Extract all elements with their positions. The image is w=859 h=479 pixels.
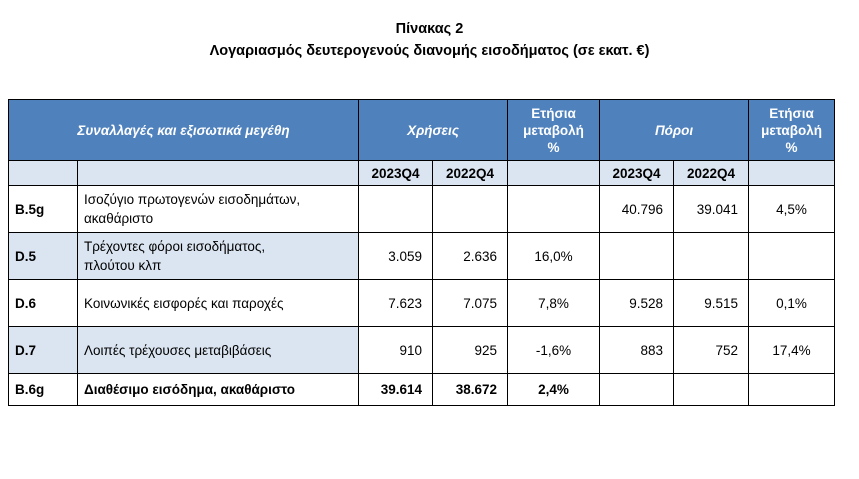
uses-2022-cell — [433, 186, 508, 233]
res-2022-cell: 39.041 — [674, 186, 749, 233]
row-description-line: πλούτου κλπ — [84, 258, 162, 273]
uses-change-cell: -1,6% — [508, 327, 600, 374]
subheader-row — [9, 161, 835, 186]
header-res-change-line2: μεταβολή — [761, 122, 822, 138]
row-description — [78, 186, 359, 233]
subheader-empty-code — [9, 161, 78, 186]
res-change-cell — [749, 374, 835, 406]
header-resources: Πόροι — [600, 100, 749, 161]
subheader-uses-2023: 2023Q4 — [359, 161, 433, 186]
table-row — [9, 186, 835, 233]
header-uses-change-line3: % — [547, 139, 560, 155]
row-description-line: Λοιπές τρέχουσες μεταβιβάσεις — [84, 342, 272, 358]
row-code: D.7 — [9, 327, 78, 374]
subheader-empty-desc — [78, 161, 359, 186]
table-caption: Λογαριασμός δευτερογενούς διανομής εισοδήματος (σε εκατ. €) — [209, 43, 650, 59]
table-number: Πίνακας 2 — [395, 21, 464, 37]
res-2023-cell: 40.796 — [600, 186, 674, 233]
uses-2023-cell: 3.059 — [359, 233, 433, 280]
table-row — [9, 327, 835, 374]
uses-change-cell: 16,0% — [508, 233, 600, 280]
subheader-empty-uses-change — [508, 161, 600, 186]
uses-change-cell: 7,8% — [508, 280, 600, 327]
row-code: D.5 — [9, 233, 78, 280]
table-title-block — [0, 18, 859, 62]
uses-2023-cell: 39.614 — [359, 374, 433, 406]
row-description — [78, 233, 359, 280]
res-change-cell: 17,4% — [749, 327, 835, 374]
row-description-line: Τρέχοντες φόροι εισοδήματος, — [84, 239, 266, 254]
header-resources-annual-change — [749, 100, 835, 161]
uses-2023-cell: 7.623 — [359, 280, 433, 327]
uses-2022-cell: 2.636 — [433, 233, 508, 280]
res-2023-cell — [600, 233, 674, 280]
header-row — [9, 100, 835, 161]
uses-2022-cell: 925 — [433, 327, 508, 374]
secondary-income-table — [8, 99, 835, 406]
row-description — [78, 280, 359, 327]
row-description-line: Διαθέσιμο εισόδημα, ακαθάριστο — [84, 382, 296, 397]
res-2022-cell: 752 — [674, 327, 749, 374]
header-uses: Χρήσεις — [359, 100, 508, 161]
table-row — [9, 233, 835, 280]
subheader-uses-2022: 2022Q4 — [433, 161, 508, 186]
header-res-change-line1: Ετήσια — [769, 105, 814, 121]
row-code: B.5g — [9, 186, 78, 233]
res-2023-cell: 9.528 — [600, 280, 674, 327]
uses-2023-cell — [359, 186, 433, 233]
res-change-cell: 0,1% — [749, 280, 835, 327]
uses-2023-cell: 910 — [359, 327, 433, 374]
uses-change-cell — [508, 186, 600, 233]
subheader-empty-res-change — [749, 161, 835, 186]
table-row — [9, 280, 835, 327]
row-description — [78, 374, 359, 406]
res-2023-cell — [600, 374, 674, 406]
row-description — [78, 327, 359, 374]
row-description-line: Ισοζύγιο πρωτογενών εισοδημάτων, — [84, 192, 301, 207]
header-uses-change-line2: μεταβολή — [523, 122, 584, 138]
res-2022-cell — [674, 233, 749, 280]
res-change-cell — [749, 233, 835, 280]
header-transactions: Συναλλαγές και εξισωτικά μεγέθη — [9, 100, 359, 161]
res-2022-cell — [674, 374, 749, 406]
header-res-change-line3: % — [785, 139, 798, 155]
row-code: B.6g — [9, 374, 78, 406]
uses-2022-cell: 7.075 — [433, 280, 508, 327]
subheader-res-2022: 2022Q4 — [674, 161, 749, 186]
res-2022-cell: 9.515 — [674, 280, 749, 327]
row-description-line: ακαθάριστο — [84, 211, 154, 226]
res-change-cell: 4,5% — [749, 186, 835, 233]
row-code: D.6 — [9, 280, 78, 327]
uses-change-cell: 2,4% — [508, 374, 600, 406]
header-uses-change-line1: Ετήσια — [531, 105, 576, 121]
row-description-line: Κοινωνικές εισφορές και παροχές — [84, 295, 284, 311]
res-2023-cell: 883 — [600, 327, 674, 374]
subheader-res-2023: 2023Q4 — [600, 161, 674, 186]
uses-2022-cell: 38.672 — [433, 374, 508, 406]
header-uses-annual-change — [508, 100, 600, 161]
table-row-total — [9, 374, 835, 406]
